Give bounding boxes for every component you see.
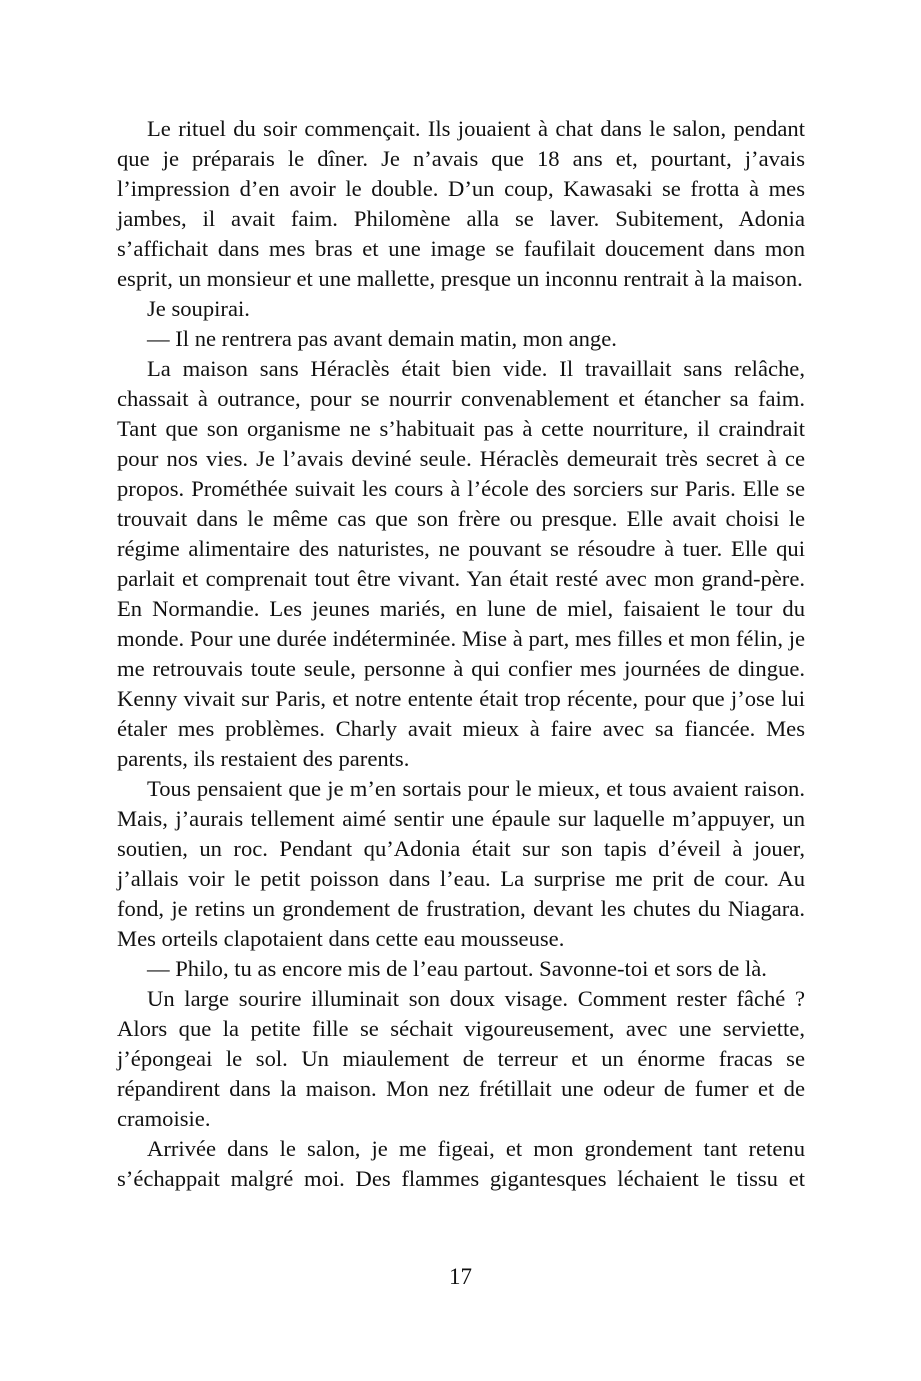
- paragraph-4: La maison sans Héraclès était bien vide. Il travaillait sans relâche, chassait à outrance, pour se nourrir convenablement et étancher sa faim. Tant que son organisme ne s’habituait pas à cette nourriture, il craindrait pour nos vies. Je l’avais deviné seule. Héraclès demeurait très secret à ce propos. Prométhée suivait les cours à l’école des sorciers sur Paris. Elle se trouvait dans le même cas que son frère ou presque. Elle avait choisi le régime alimentaire des naturistes, ne pouvant se résoudre à tuer. Elle qui parlait et comprenait tout être vivant. Yan était resté avec mon grand-père. En Normandie. Les jeunes mariés, en lune de miel, faisaient le tour du monde. Pour une durée indéterminée. Mise à part, mes filles et mon félin, je me retrouvais toute seule, personne à qui confier mes journées de dingue. Kenny vivait sur Paris, et notre entente était trop récente, pour que j’ose lui étaler mes problèmes. Charly avait mieux à faire avec sa fiancée. Mes parents, ils restaient des parents.: [117, 356, 805, 771]
- body-text: [117, 114, 805, 1194]
- paragraph-2: Je soupirai.: [147, 296, 250, 321]
- paragraph-6-dialogue: — Philo, tu as encore mis de l’eau partout. Savonne-toi et sors de là.: [147, 956, 767, 981]
- page-number: 17: [449, 1264, 472, 1289]
- paragraph-8: Arrivée dans le salon, je me figeai, et mon grondement tant retenu s’échappait malgré moi. Des flammes gigantesques léchaient le tissu et: [117, 1136, 805, 1191]
- paragraph-1: Le rituel du soir commençait. Ils jouaient à chat dans le salon, pendant que je préparais le dîner. Je n’avais que 18 ans et, pourtant, j’avais l’impression d’en avoir le double. D’un coup, Kawasaki se frotta à mes jambes, il avait faim. Philomène alla se laver. Subitement, Adonia s’affichait dans mes bras et une image se faufilait doucement dans mon esprit, un monsieur et une mallette, presque un inconnu rentrait à la maison.: [117, 116, 805, 291]
- paragraph-3-dialogue: — Il ne rentrera pas avant demain matin, mon ange.: [147, 326, 617, 351]
- paragraph-7: Un large sourire illuminait son doux visage. Comment rester fâché ? Alors que la petite fille se séchait vigoureusement, avec une serviette, j’épongeai le sol. Un miaulement de terreur et un énorme fracas se répandirent dans la maison. Mon nez frétillait une odeur de fumer et de cramoisie.: [117, 986, 805, 1131]
- paragraph-5: Tous pensaient que je m’en sortais pour le mieux, et tous avaient raison. Mais, j’aurais tellement aimé sentir une épaule sur laquelle m’appuyer, un soutien, un roc. Pendant qu’Adonia était sur son tapis d’éveil à jouer, j’allais voir le petit poisson dans l’eau. La surprise me prit de cour. Au fond, je retins un grondement de frustration, devant les chutes du Niagara. Mes orteils clapotaient dans cette eau mousseuse.: [117, 776, 805, 951]
